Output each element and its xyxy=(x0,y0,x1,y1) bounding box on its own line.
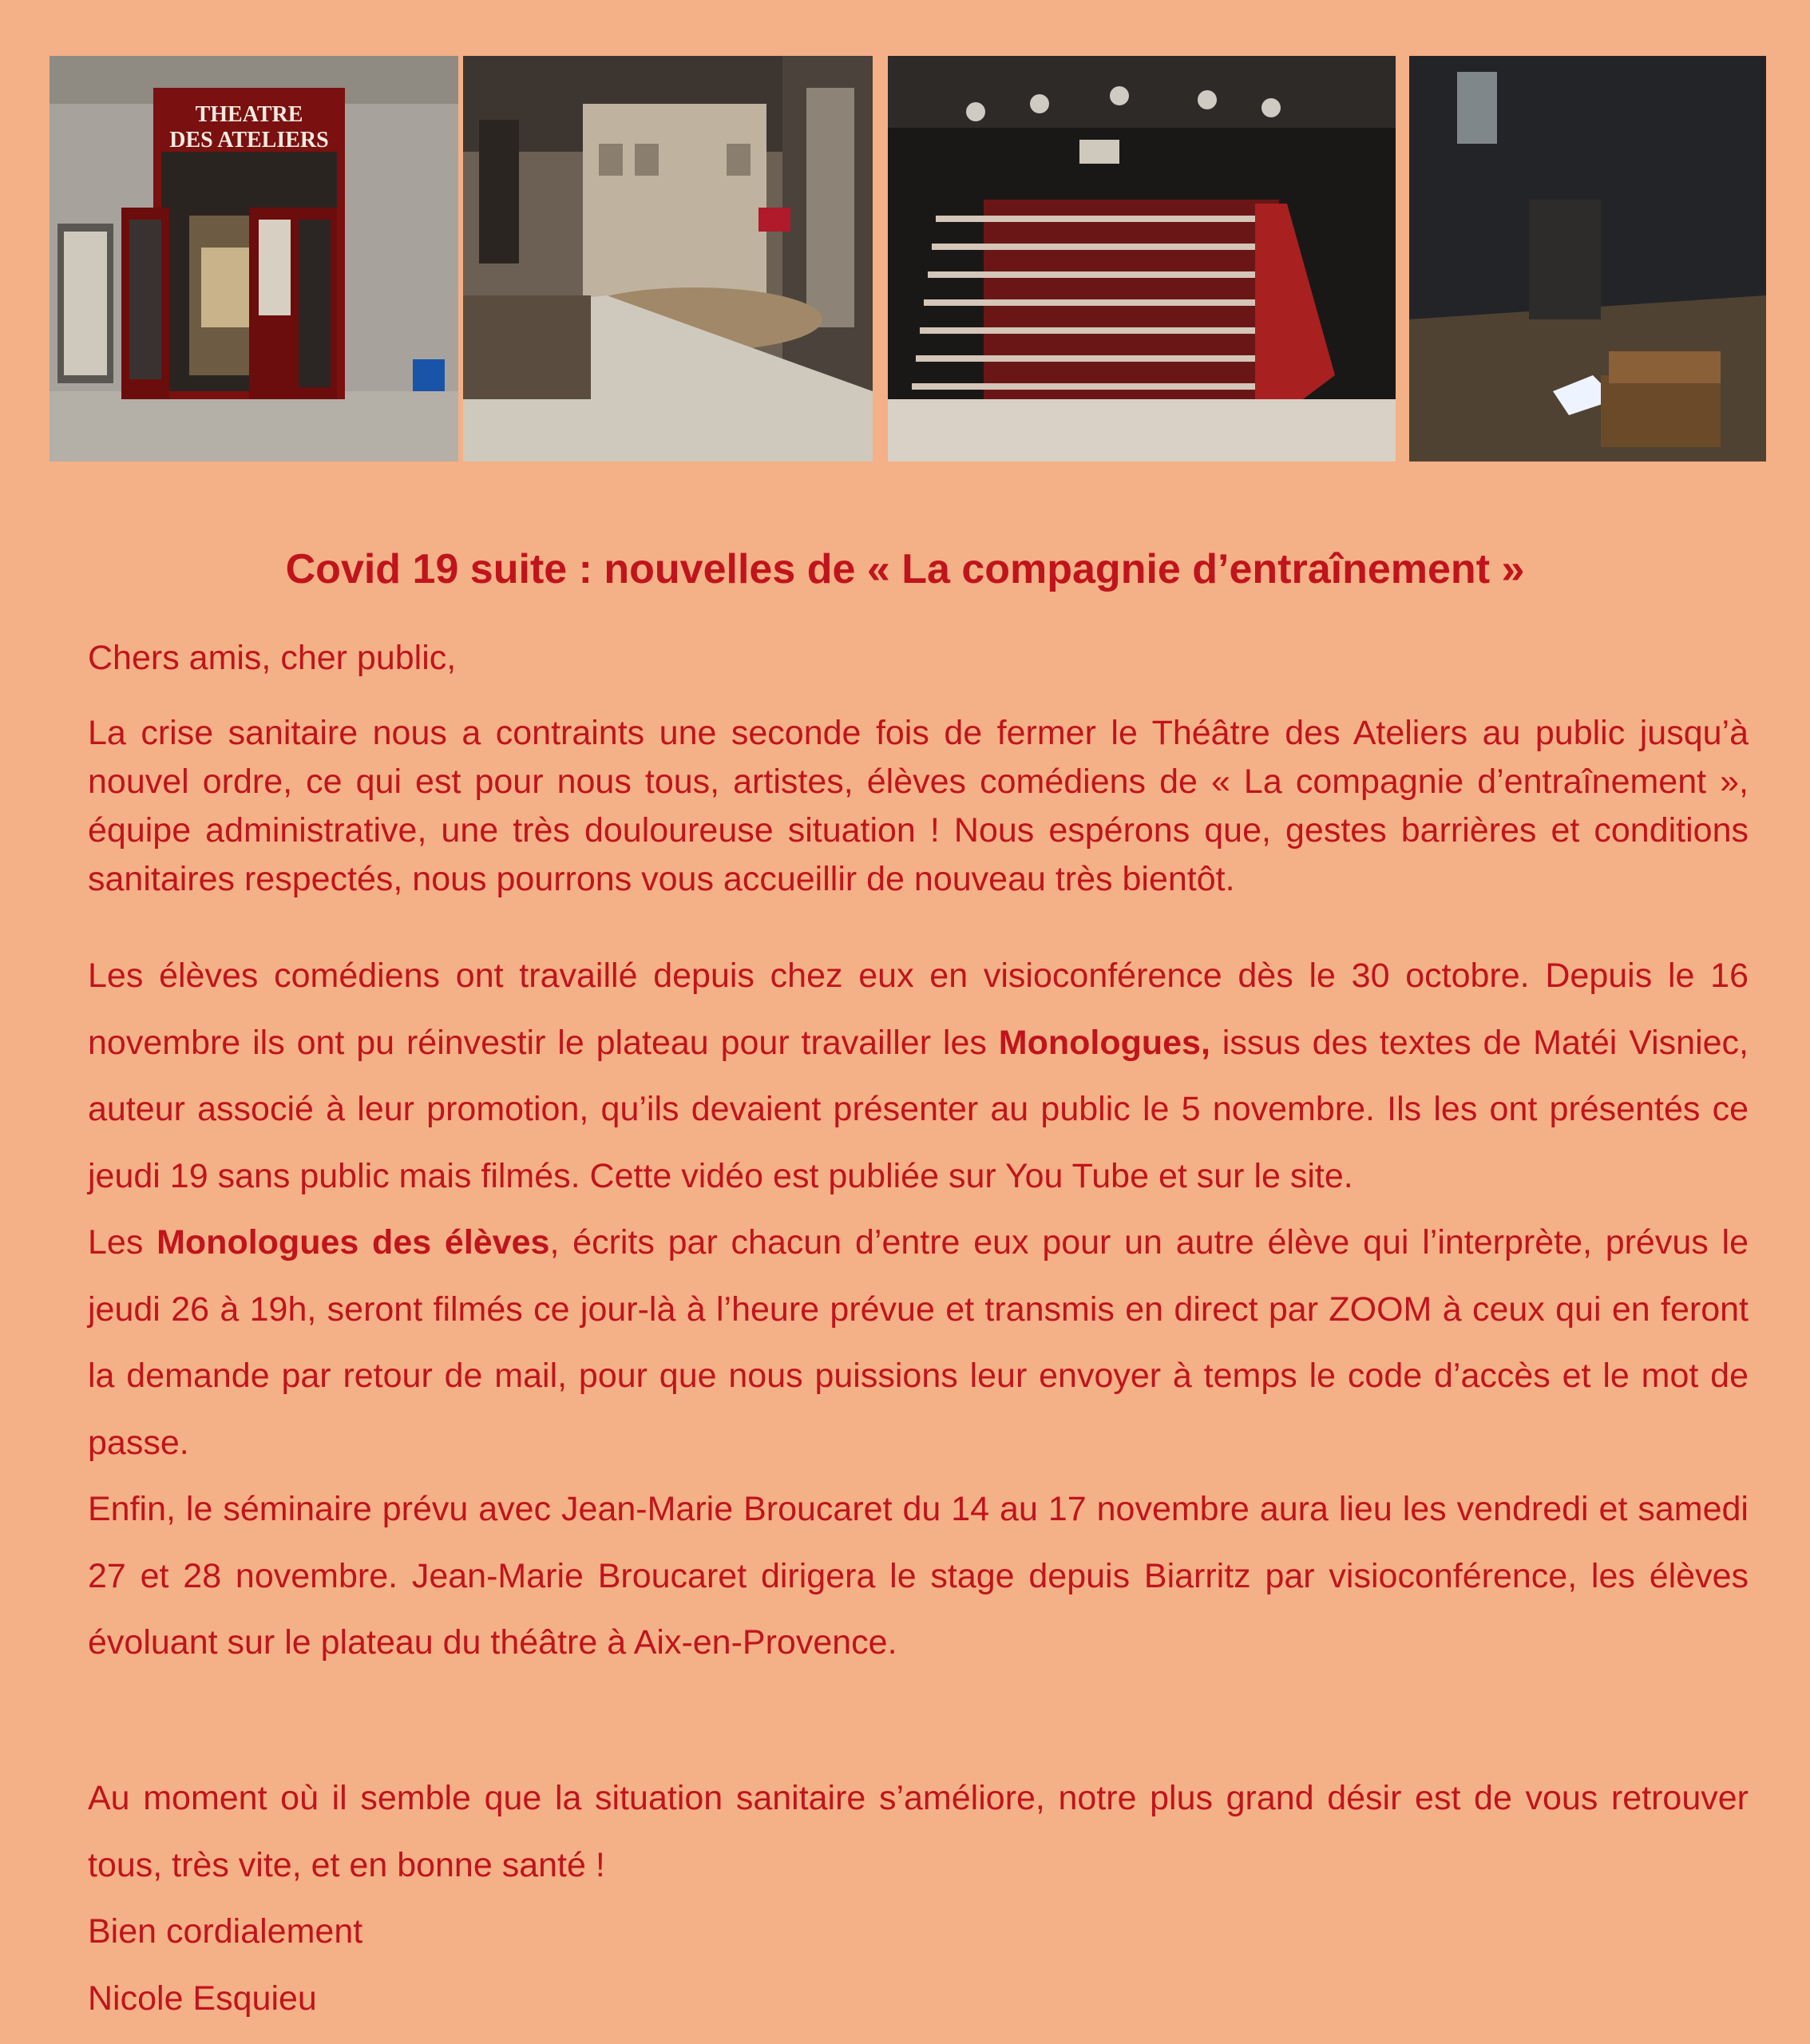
greeting xyxy=(88,639,1749,678)
signature: Nicole Esquieu xyxy=(88,1979,317,2018)
body-paragraphs xyxy=(88,943,1749,1677)
stage-trunk-photo xyxy=(1409,56,1766,461)
sign-line-1: THEATRE xyxy=(195,102,303,127)
paragraph-2 xyxy=(88,943,1749,1210)
sign-line-2: DES ATELIERS xyxy=(169,128,329,153)
signoff: Bien cordialement xyxy=(88,1912,363,1951)
paragraph-1 xyxy=(88,709,1749,904)
page-title: Covid 19 suite : nouvelles de « La compagnie d’entraînement » xyxy=(285,546,1525,592)
paragraph-1-text: La crise sanitaire nous a contraints une seconde fois de fermer le Théâtre des Ateliers au public jusqu’à nouvel ordre, ce qui est pour nous tous, artistes, élèves comédiens de « La compagnie d’entraînement », équipe administrative, une très douloureuse situation ! Nous espérons que, gestes barrières et conditions sanitaires respectés, nous pourrons vous accueillir de nouveau très bientôt. xyxy=(88,714,1749,898)
paragraph-5: Au moment où il semble que la situation sanitaire s’améliore, notre plus grand désir est de vous retrouver tous, très vite, et en bonne santé ! xyxy=(88,1779,1749,1884)
theatre-lobby-photo xyxy=(463,56,873,461)
paragraph-4: Enfin, le séminaire prévu avec Jean-Marie Broucaret du 14 au 17 novembre aura lieu les vendredi et samedi 27 et 28 novembre. Jean-Marie Broucaret dirigera le stage depuis Biarritz par visioconférence, les élèves évoluant sur le plateau du théâtre à Aix-en-Provence. xyxy=(88,1490,1749,1662)
paragraph-3-bold: Monologues des élèves xyxy=(156,1223,550,1262)
paragraph-2-bold: Monologues, xyxy=(998,1023,1210,1062)
closing-section xyxy=(88,1765,1749,2032)
paragraph-2-start: Les élèves comédiens ont travaillé depuis chez eux en visioconférence dès le 30 octobre. Depuis le 16 novembre ils ont pu réinvestir le plateau pour travailler les xyxy=(88,957,1749,1062)
paragraph-3-end: , écrits par chacun d’entre eux pour un autre élève qui l’interprète, prévus le jeudi 26 à 19h, seront filmés ce jour-là à l’heure prévue et transmis en direct par ZOOM à ceux qui en feront la demande par retour de mail, pour que nous puissions leur envoyer à temps le code d’accès et le mot de passe. xyxy=(88,1223,1749,1462)
paragraph-3 xyxy=(88,1210,1749,1476)
paragraph-3-start: Les xyxy=(88,1223,157,1262)
paragraph-2-end: issus des textes de Matéi Visniec, auteur associé à leur promotion, qu’ils devaient présenter au public le 5 novembre. Ils les ont présentés ce jeudi 19 sans public mais filmés. Cette vidéo est publiée sur You Tube et sur le site. xyxy=(88,1023,1749,1195)
theatre-seating-photo xyxy=(888,56,1396,461)
theatre-entrance-photo xyxy=(50,56,458,461)
greeting-text: Chers amis, cher public, xyxy=(88,639,457,677)
